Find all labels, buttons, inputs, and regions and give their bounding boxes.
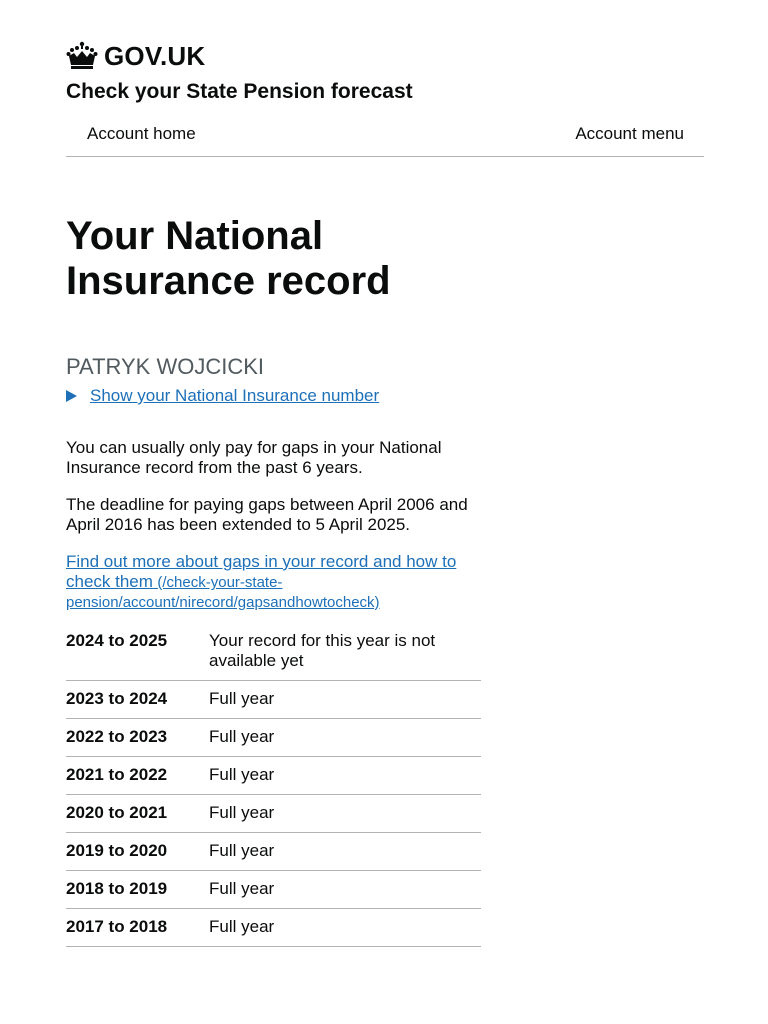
record-year: 2022 to 2023 xyxy=(66,719,209,757)
record-status: Full year xyxy=(209,757,481,795)
record-year: 2024 to 2025 xyxy=(66,631,209,681)
show-ni-number-toggle[interactable] xyxy=(66,386,482,406)
record-row xyxy=(66,909,481,947)
record-row xyxy=(66,631,481,681)
record-status: Full year xyxy=(209,909,481,947)
person-name: PATRYK WOJCICKI xyxy=(66,354,265,379)
gaps-info-paragraph: You can usually only pay for gaps in your National Insurance record from the past 6 years. xyxy=(66,438,442,477)
record-year: 2018 to 2019 xyxy=(66,871,209,909)
deadline-paragraph: The deadline for paying gaps between April 2006 and April 2016 has been extended to 5 April 2025. xyxy=(66,495,468,534)
record-status: Full year xyxy=(209,795,481,833)
record-year: 2021 to 2022 xyxy=(66,757,209,795)
record-year: 2019 to 2020 xyxy=(66,833,209,871)
record-row xyxy=(66,833,481,871)
govuk-logo[interactable] xyxy=(66,36,704,76)
main-content xyxy=(66,214,482,947)
account-menu-link[interactable]: Account menu xyxy=(575,124,684,143)
gaps-info-link-href: (/check-your-state-pension/account/nirecord/gapsandhowtocheck) xyxy=(66,574,380,611)
account-nav xyxy=(66,121,704,157)
crown-icon xyxy=(66,41,98,71)
header xyxy=(66,36,704,104)
ni-record-table xyxy=(66,631,481,947)
record-status: Full year xyxy=(209,719,481,757)
show-ni-number-label: Show your National Insurance number xyxy=(90,386,380,405)
record-row xyxy=(66,871,481,909)
record-year: 2023 to 2024 xyxy=(66,681,209,719)
disclosure-triangle-icon xyxy=(66,390,77,402)
record-status: Full year xyxy=(209,833,481,871)
record-status: Full year xyxy=(209,871,481,909)
record-row xyxy=(66,795,481,833)
logo-text: GOV.UK xyxy=(104,40,206,71)
gaps-info-link[interactable] xyxy=(66,552,482,613)
record-row xyxy=(66,757,481,795)
service-name[interactable]: Check your State Pension forecast xyxy=(66,80,413,103)
record-status: Your record for this year is not available yet xyxy=(209,631,481,681)
record-row xyxy=(66,681,481,719)
record-row xyxy=(66,719,481,757)
account-home-link[interactable]: Account home xyxy=(87,124,196,143)
page-title: Your National Insurance record xyxy=(66,214,391,303)
gaps-info-link-text: Find out more about gaps in your record and how to check them xyxy=(66,552,457,591)
record-year: 2017 to 2018 xyxy=(66,909,209,947)
record-status: Full year xyxy=(209,681,481,719)
record-year: 2020 to 2021 xyxy=(66,795,209,833)
